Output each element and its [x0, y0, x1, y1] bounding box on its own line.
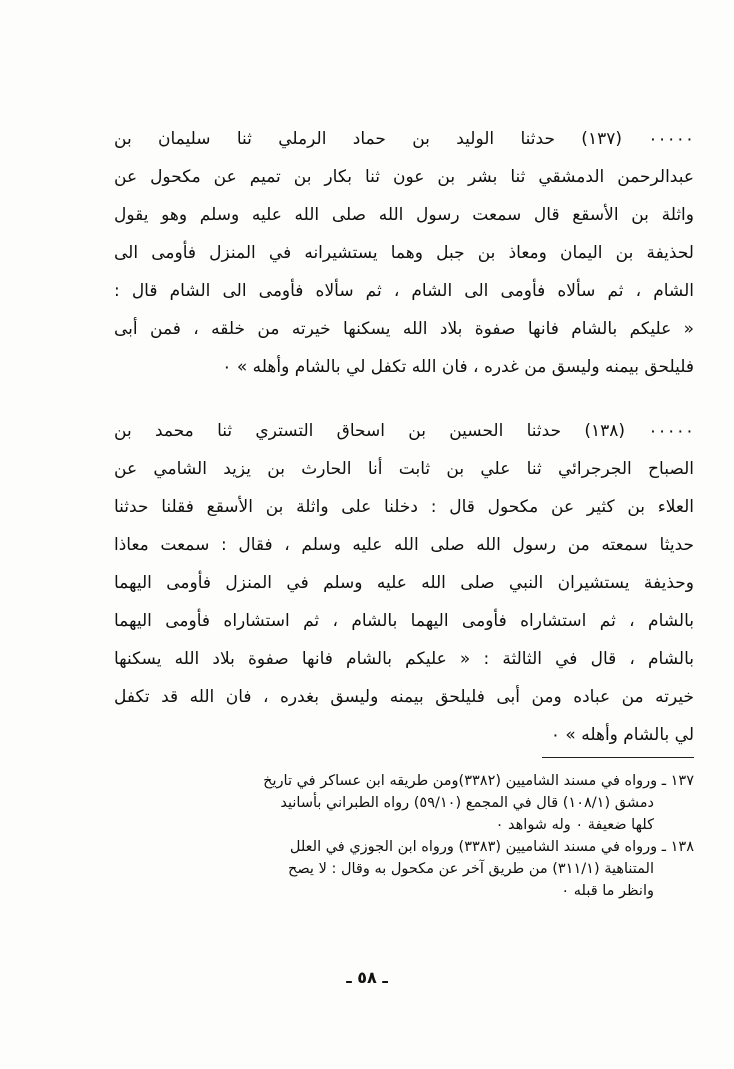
- page-number: ـ ٥٨ ـ: [346, 968, 388, 987]
- footnote-line: ١٣٧ ـ ورواه في مسند الشاميين (٣٣٨٢)ومن طريقه ابن عساكر في تاريخ: [263, 773, 694, 789]
- footnotes: [94, 770, 694, 902]
- text-line: وحذيفة يستشيران النبي صلى الله عليه وسلم في المنزل فأومى اليهما: [114, 573, 694, 593]
- footnote-line: كلها ضعيفة ٠ وله شواهد ٠: [495, 817, 654, 833]
- hadith-138: [114, 412, 694, 754]
- footnote-line: ١٣٨ ـ ورواه في مسند الشاميين (٣٣٨٣) ورواه ابن الجوزي في العلل: [289, 839, 694, 855]
- text-line: واثلة بن الأسقع قال سمعت رسول الله صلى الله عليه وسلم وهو يقول: [114, 205, 694, 225]
- text-line: لي بالشام وأهله » ٠: [550, 725, 694, 745]
- footnote-line: المتناهية (٣١١/١) من طريق آخر عن مكحول به وقال : لا يصح: [288, 861, 654, 877]
- text-line: خيرته من عباده ومن أبى فليلحق بيمنه وليسق بغدره ، فان الله قد تكفل: [114, 687, 694, 707]
- text-line: عبدالرحمن الدمشقي ثنا بشر بن عون ثنا بكار بن تميم عن مكحول عن: [114, 167, 694, 187]
- footnote-137: [94, 770, 694, 836]
- text-line: لحذيفة بن اليمان ومعاذ بن جبل وهما يستشيرانه في المنزل فأومى الى: [114, 243, 694, 263]
- text-line: الشام ، ثم سألاه فأومى الى الشام ، ثم سألاه فأومى الى الشام قال :: [114, 281, 694, 301]
- text-line: « عليكم بالشام فانها صفوة بلاد الله يسكنها خيرته من خلقه ، فمن أبى: [114, 319, 694, 339]
- text-line: فليلحق بيمنه وليسق من غدره ، فان الله تكفل لي بالشام وأهله » ٠: [222, 357, 694, 377]
- text-line: الصباح الجرجرائي ثنا علي بن ثابت أنا الحارث بن يزيد الشامي عن: [114, 459, 694, 479]
- text-line: ٠٠٠٠٠ (١٣٨) حدثنا الحسين بن اسحاق التستري ثنا محمد بن: [114, 421, 694, 441]
- text-line: ٠٠٠٠٠ (١٣٧) حدثنا الوليد بن حماد الرملي ثنا سليمان بن: [114, 129, 694, 149]
- hadith-137: [114, 120, 694, 386]
- footnote-138: [94, 836, 694, 902]
- text-line: العلاء بن كثير عن مكحول قال : دخلنا على واثلة بن الأسقع فقلنا حدثنا: [114, 497, 694, 517]
- footnote-divider: [542, 757, 694, 758]
- text-line: بالشام ، قال في الثالثة : « عليكم بالشام فانها صفوة بلاد الله يسكنها: [114, 649, 694, 669]
- footnote-line: دمشق (١٠٨/١) قال في المجمع (٥٩/١٠) رواه الطبراني بأسانيد: [280, 795, 654, 811]
- footnote-line: وانظر ما قبله ٠: [561, 883, 654, 899]
- text-line: حديثا سمعته من رسول الله صلى الله عليه وسلم ، فقال : سمعت معاذا: [114, 535, 694, 555]
- text-line: بالشام ، ثم استشاراه فأومى اليهما بالشام ، ثم استشاراه فأومى اليهما: [114, 611, 694, 631]
